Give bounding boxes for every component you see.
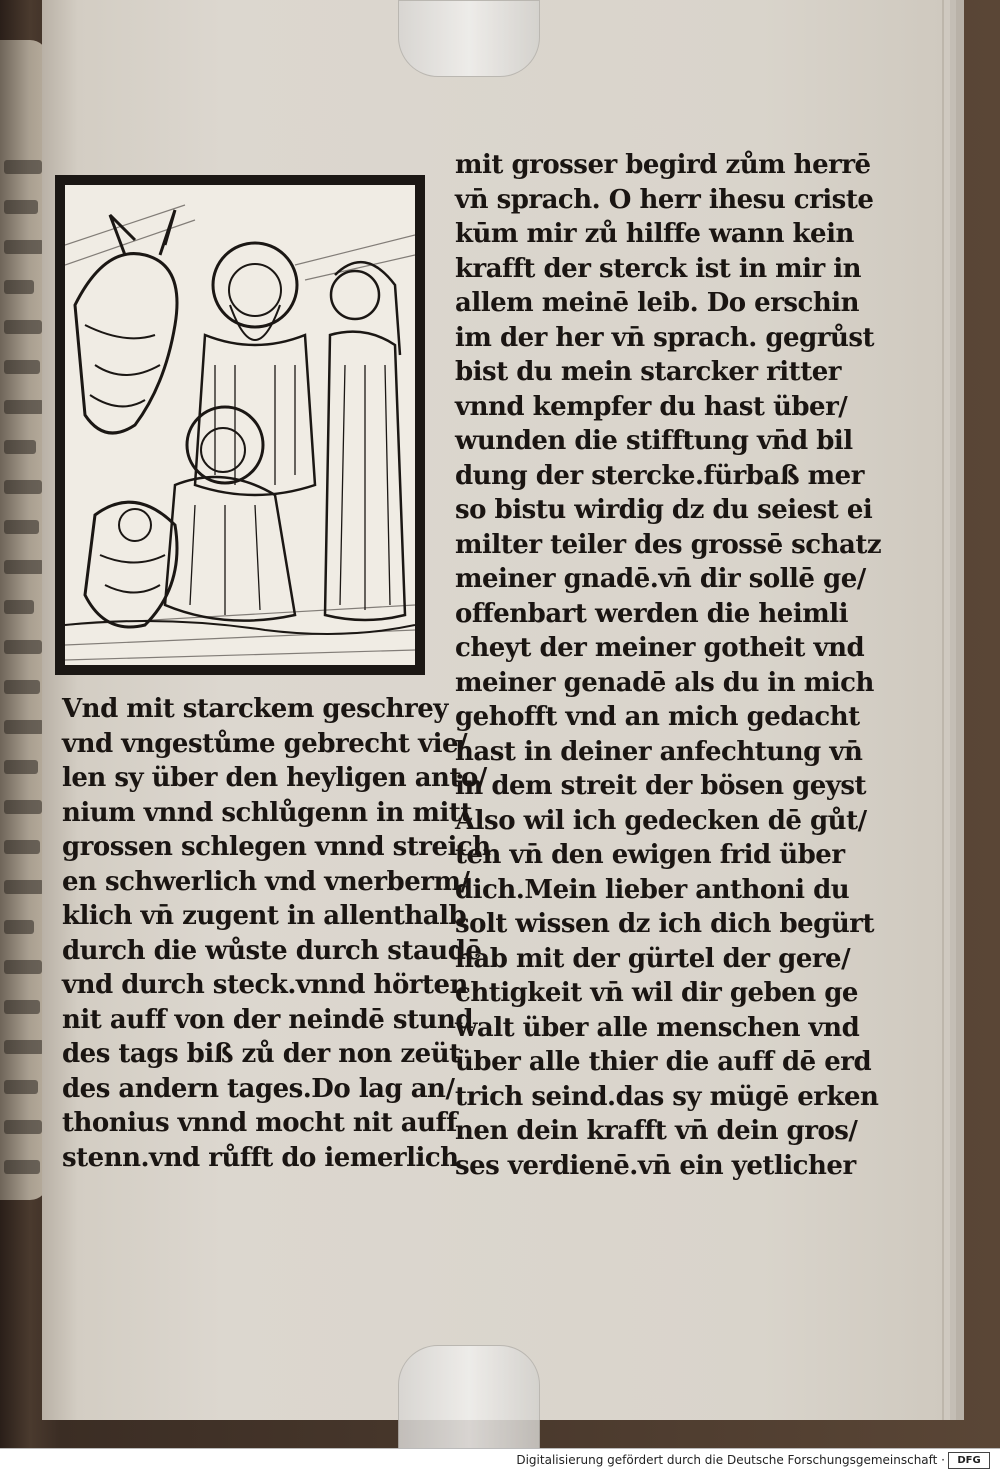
right-column-line: vnnd kempfer du hast über/ — [455, 391, 848, 422]
right-column-line: milter teiler des grossē schatz — [455, 529, 882, 560]
previous-page-edge — [0, 40, 48, 1200]
right-column-line: über alle thier die auff dē erd — [455, 1047, 872, 1077]
right-column-line: ten vn̄ den ewigen frid über — [455, 840, 845, 870]
page-clip-bottom — [398, 1345, 540, 1450]
right-text-column — [455, 148, 882, 1183]
left-column-line: Vnd mit starckem geschrey — [62, 694, 448, 724]
left-column-line: vnd vngestůme gebrecht vie/ — [62, 728, 468, 759]
right-column-line: in dem streit der bösen geyst — [455, 771, 867, 801]
right-column-line: meiner genadē als du in mich — [455, 667, 874, 698]
right-column-line: solt wissen dz ich dich begürt — [455, 909, 874, 939]
right-column-line: krafft der sterck ist in mir in — [455, 253, 862, 284]
right-column-line: trich seind.das sy mügē erken — [455, 1081, 879, 1112]
right-column-line: Also wil ich gedecken dē gůt/ — [455, 805, 867, 836]
right-column-line: so bistu wirdig dz du seiest ei — [455, 495, 873, 525]
left-column-line: nit auff von der neindē stund — [62, 1004, 474, 1035]
page-clip-top — [398, 0, 540, 77]
left-column-line: len sy über den heyligen anto/ — [62, 763, 487, 793]
right-column-line: cheyt der meiner gotheit vnd — [455, 633, 865, 663]
right-column-line: mit grosser begird zům herrē — [455, 150, 871, 180]
footer-bar — [0, 1448, 1000, 1471]
right-column-line: meiner gnadē.vn̄ dir sollē ge/ — [455, 564, 866, 594]
right-column-line: gehofft vnd an mich gedacht — [455, 702, 860, 732]
left-column-line: en schwerlich vnd vnerberm/ — [62, 866, 470, 897]
right-column-line: allem meinē leib. Do erschin — [455, 288, 860, 318]
left-column-line: des andern tages.Do lag an/ — [62, 1073, 455, 1104]
right-column-line: bist du mein starcker ritter — [455, 357, 841, 387]
dfg-logo: DFG — [948, 1452, 990, 1469]
right-column-line: nen dein krafft vn̄ dein gros/ — [455, 1116, 858, 1146]
left-column-line: stenn.vnd růfft do iemerlich — [62, 1142, 459, 1173]
right-column-line: walt über alle menschen vnd — [455, 1012, 860, 1043]
left-column-line: vnd durch steck.vnnd hörten — [62, 970, 468, 1000]
right-column-line: kūm mir zů hilffe wann kein — [455, 219, 854, 249]
right-column-line: wunden die stifftung vn̄d bil — [455, 426, 853, 456]
left-column-line: des tags biß zů der non zeüt — [62, 1039, 461, 1069]
left-column-line: grossen schlegen vnnd streich — [62, 832, 491, 862]
left-column-line: klich vn̄ zugent in allenthalb — [62, 901, 467, 931]
right-column-line: hab mit der gürtel der gere/ — [455, 943, 851, 974]
right-column-line: im der her vn̄ sprach. gegrůst — [455, 322, 875, 353]
right-column-line: ses verdienē.vn̄ ein yetlicher — [455, 1150, 856, 1181]
right-column-line: hast in deiner anfechtung vn̄ — [455, 736, 863, 767]
right-column-line: offenbart werden die heimli — [455, 598, 848, 629]
right-column-line: dich.Mein lieber anthoni du — [455, 874, 850, 905]
right-column-line: chtigkeit vn̄ wil dir geben ge — [455, 978, 858, 1008]
woodcut-illustration — [55, 175, 425, 675]
left-column-line: thonius vnnd mocht nit auff — [62, 1108, 457, 1138]
left-column-line: nium vnnd schlůgenn in mitt — [62, 797, 472, 828]
left-column-line: durch die wůste durch staudē — [62, 935, 482, 966]
left-text-column — [62, 692, 491, 1175]
right-column-line: vn̄ sprach. O herr ihesu criste — [455, 184, 874, 215]
footer-credit: Digitalisierung gefördert durch die Deutsche Forschungsgemeinschaft · — [516, 1453, 945, 1467]
right-column-line: dung der stercke.fürbaß mer — [455, 460, 864, 491]
